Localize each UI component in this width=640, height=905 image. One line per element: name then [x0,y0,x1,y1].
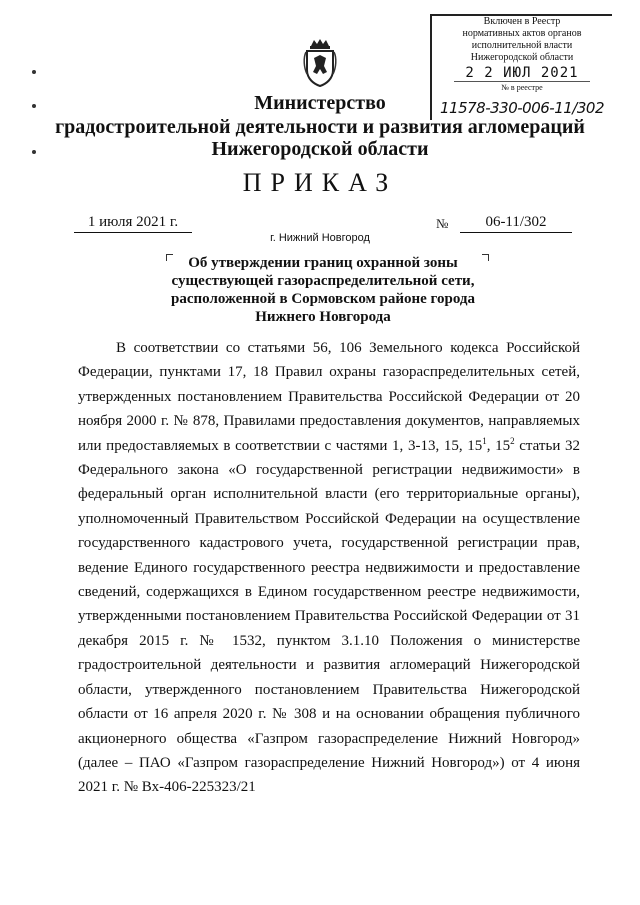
superscript-1: 1 [482,435,487,446]
stamp-registry-number: 11578-330-006-11/302 [440,99,604,117]
order-body [78,336,580,800]
scan-mark [32,104,36,108]
superscript-2: 2 [510,435,515,446]
order-number: 06-11/302 [460,214,572,233]
subject-line-2: существующей газораспределительной сети, [171,273,475,289]
order-subject [150,254,496,326]
stamp-registry-label: № в реестре [454,81,590,94]
body-text-part-2: , 15 [486,437,511,454]
body-text-part-1: В соответствии со статьями 56, 106 Земельного кодекса Российской Федерации, пунктами 17, 18 Правил охраны газораспределительных сетей, утвержденных постановлением Правительства Российской Федерации от 20 ноября 2000 г. № 878, Правилами предоставления документов, направляемых или предоставляемых в соответствии с частями 1, 3-13, 15, 15 [78,340,580,454]
stamp-line-1: Включен в Реестр [483,16,561,27]
body-paragraph [78,336,580,800]
city: г. Нижний Новгород [270,232,370,244]
ministry-title: Министерство [254,92,386,114]
stamp-date: 2 2 ИЮЛ 2021 [465,65,579,81]
coat-of-arms-icon [302,38,338,88]
scan-mark [32,150,36,154]
order-number-label: № [436,216,449,231]
scan-mark [32,70,36,74]
subject-line-3: расположенной в Сормовском районе города [171,291,475,307]
document-type: ПРИКАЗ [242,168,398,197]
subject-line-1: Об утверждении границ охранной зоны [188,255,458,271]
ministry-full-name: градостроительной деятельности и развития агломераций [55,116,585,138]
stamp-line-2: нормативных актов органов [462,28,582,39]
subject-line-4: Нижнего Новгорода [255,309,391,325]
body-text-part-3: статьи 32 Федерального закона «О государственной регистрации недвижимости» в федеральный орган исполнительной власти (его территориальные органы), уполномоченный Правительством Российской Федерации на осуществление государственного кадастрового учета, государственной регистрации прав, ведение Единого государственного реестра недвижимости и предоставление сведений, содержащихся в Едином государственном реестре недвижимости, утвержденными постановлением Правительства Российской Федерации от 31 декабря 2015 г. № 1532, пунктом 3.1.10 Положения о министерстве градостроительной деятельности и развития агломераций Нижегородской области, утвержденного постановлением Правительства Нижегородской области от 16 апреля 2020 г. № 308 и на основании обращения публичного акционерного общества «Газпром газораспределение Нижний Новгород» (далее – ПАО «Газпром газораспределение Нижний Новгород») от 4 июня 2021 г. № Вх-406-225323/21 [78,437,580,796]
order-date: 1 июля 2021 г. [74,214,192,233]
stamp-line-3: исполнительной власти [471,40,573,51]
region-name: Нижегородской области [211,138,429,160]
stamp-line-4: Нижегородской области [470,52,574,63]
